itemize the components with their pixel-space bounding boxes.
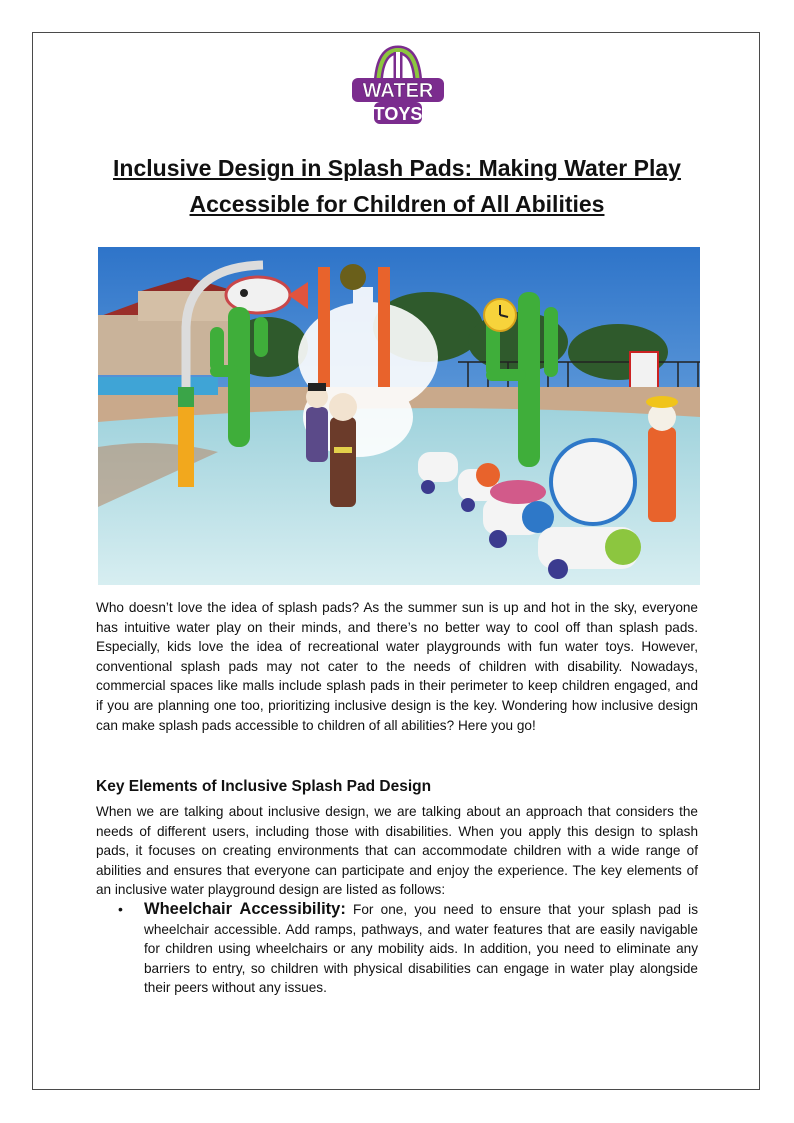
figure-1 <box>306 383 328 462</box>
figure-2 <box>329 393 357 507</box>
bullet-term: Wheelchair Accessibility: <box>144 900 346 918</box>
tube-right <box>378 267 390 387</box>
section-body: When we are talking about inclusive design, we are talking about an approach that considers the needs of different users, including those with disabilities. When you apply this design to splash pads, it focuses on creating environments that can accommodate children with a wide range of abilities and ensures that everyone can participate and enjoy the experience. The key elements of an inclusive water playground design are listed as follows: <box>96 804 698 898</box>
logo-word-water: WATER <box>362 80 434 102</box>
figure-3 <box>646 396 678 522</box>
title-line-1: Inclusive Design in Splash Pads: Making Water Play <box>113 155 681 181</box>
section-heading: Key Elements of Inclusive Splash Pad Design <box>96 778 432 795</box>
clock-figure <box>484 299 516 331</box>
bullet-text: For one, you need to ensure that your splash pad is wheelchair accessible. Add ramps, pathways, and water features that are easily navigable for children using wheelchairs or any mobility aids. In addition, you need to eliminate any barriers to entry, so children with physical disabilities can engage in water play alongside their peers without any issues. <box>144 902 698 996</box>
tube-left <box>318 267 330 387</box>
water-toys-logo <box>348 42 448 126</box>
splash-pad-photo <box>98 247 700 585</box>
article-title <box>96 150 698 222</box>
logo-word-toys: TOYS <box>373 104 423 124</box>
title-line-2: Accessible for Children of All Abilities <box>189 191 605 217</box>
intro-paragraph: Who doesn’t love the idea of splash pads? As the summer sun is up and hot in the sky, everyone has intuitive water play on their minds, and there’s no better way to cool off than splash pads. Especially, kids love the idea of recreational water playgrounds with fun water toys. However, conventional splash pads may not cater to the needs of children with disability. Nowadays, commercial spaces like malls include splash pads in their perimeter to keep children engaged, and if you are planning one too, prioritizing inclusive design is the key. Wondering how inclusive design can make splash pads accessible to children of all abilities? Here you go! <box>96 600 698 733</box>
list-item <box>96 900 698 998</box>
key-elements-list <box>96 900 698 998</box>
bullet-icon: • <box>118 901 123 917</box>
